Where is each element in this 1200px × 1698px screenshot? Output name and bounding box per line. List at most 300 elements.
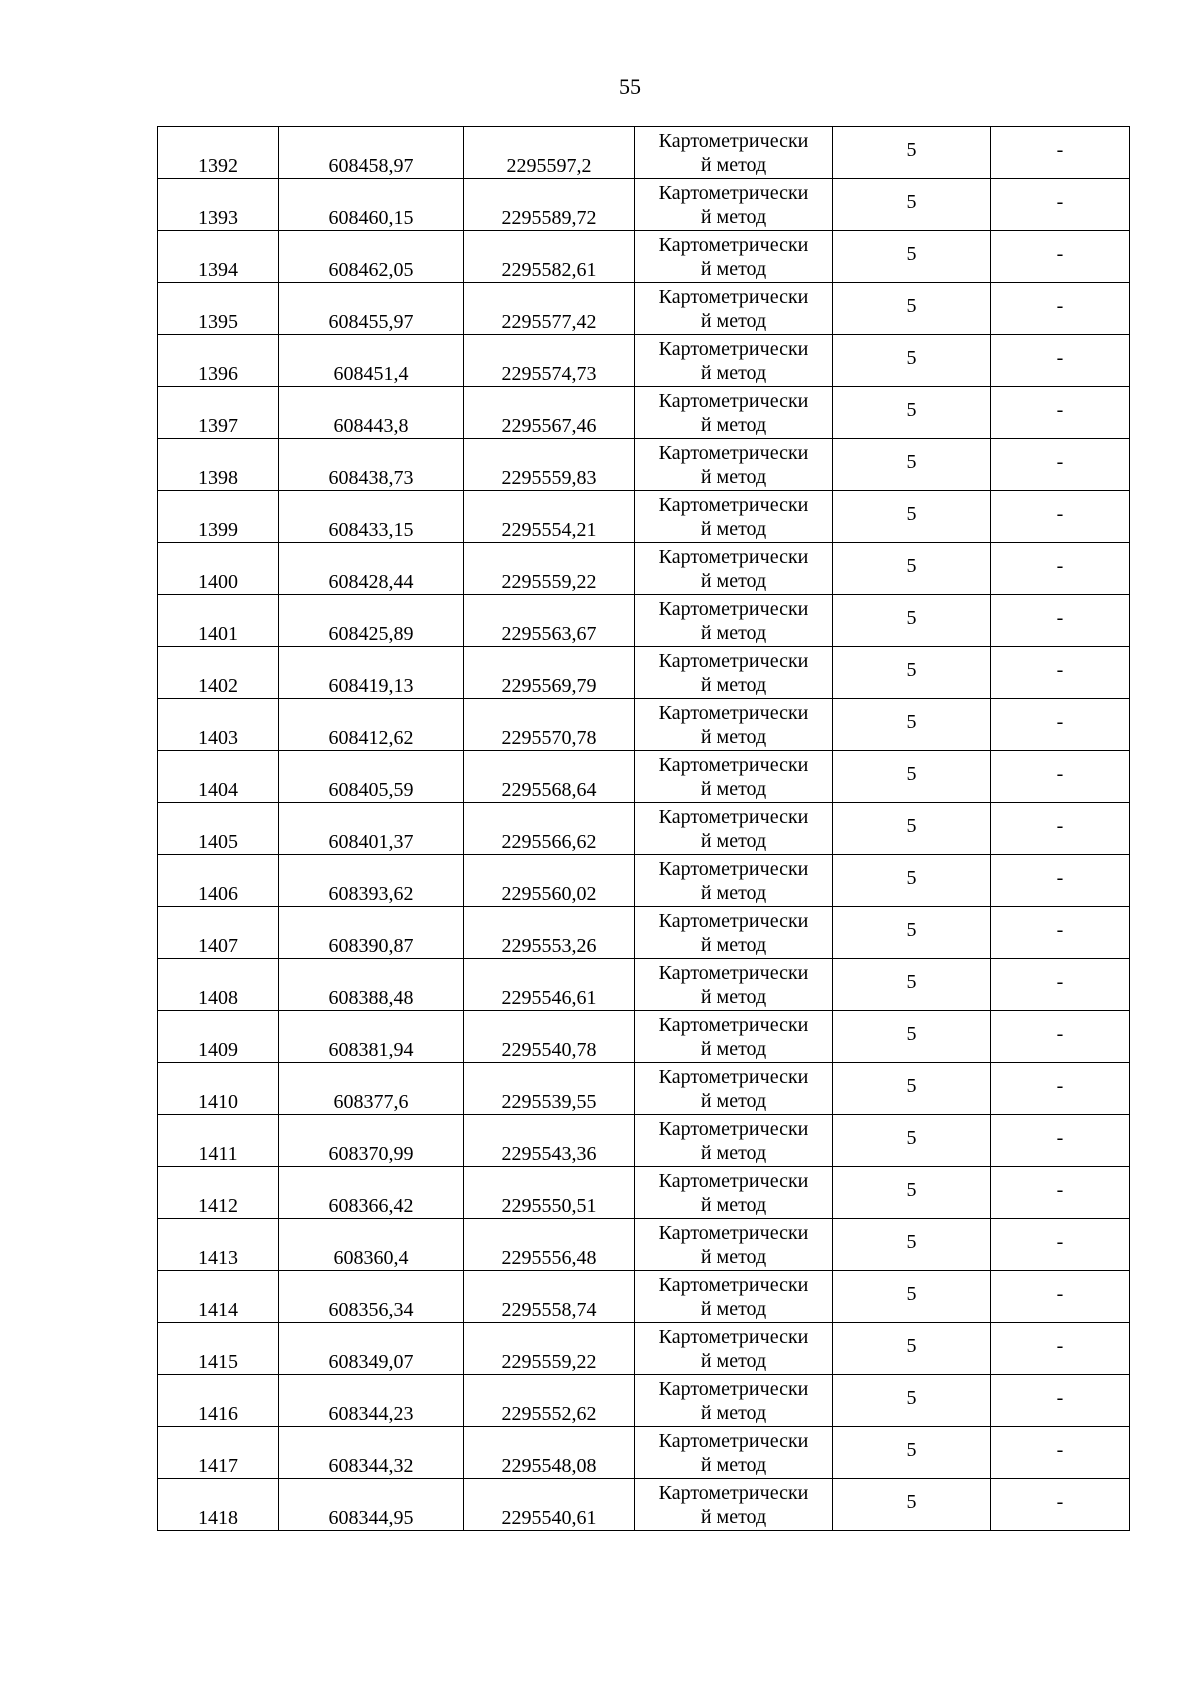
method-cell bbox=[635, 335, 833, 387]
method-text-line1: Картометрически bbox=[658, 441, 809, 464]
method-text-line1: Картометрически bbox=[658, 857, 809, 880]
method-text-line2: й метод bbox=[700, 985, 767, 1008]
point-number-cell: 1394 bbox=[158, 231, 279, 283]
accuracy-value: 5 bbox=[906, 1386, 917, 1409]
method-text-line1: Картометрически bbox=[658, 1325, 809, 1348]
method-text-line2: й метод bbox=[700, 621, 767, 644]
accuracy-value: 5 bbox=[906, 138, 917, 161]
method-text-line2: й метод bbox=[700, 881, 767, 904]
point-number-cell: 1414 bbox=[158, 1271, 279, 1323]
accuracy-cell bbox=[833, 1115, 991, 1167]
note-value: - bbox=[1056, 1074, 1064, 1097]
accuracy-value: 5 bbox=[906, 398, 917, 421]
accuracy-value: 5 bbox=[906, 866, 917, 889]
note-cell bbox=[991, 127, 1130, 179]
x-coordinate-cell: 608349,07 bbox=[279, 1323, 464, 1375]
method-text-line2: й метод bbox=[700, 933, 767, 956]
accuracy-cell bbox=[833, 647, 991, 699]
method-text-line2: й метод bbox=[700, 465, 767, 488]
y-coordinate-cell: 2295543,36 bbox=[464, 1115, 635, 1167]
accuracy-value: 5 bbox=[906, 814, 917, 837]
method-cell bbox=[635, 751, 833, 803]
point-number-cell: 1398 bbox=[158, 439, 279, 491]
y-coordinate-cell: 2295577,42 bbox=[464, 283, 635, 335]
method-cell bbox=[635, 1375, 833, 1427]
point-number-cell: 1395 bbox=[158, 283, 279, 335]
accuracy-value: 5 bbox=[906, 1126, 917, 1149]
y-coordinate-cell: 2295548,08 bbox=[464, 1427, 635, 1479]
note-cell bbox=[991, 491, 1130, 543]
x-coordinate-cell: 608425,89 bbox=[279, 595, 464, 647]
point-number-cell: 1407 bbox=[158, 907, 279, 959]
accuracy-value: 5 bbox=[906, 502, 917, 525]
note-cell bbox=[991, 1323, 1130, 1375]
method-text-line2: й метод bbox=[700, 1141, 767, 1164]
note-cell bbox=[991, 1115, 1130, 1167]
point-number-cell: 1406 bbox=[158, 855, 279, 907]
method-text-line2: й метод bbox=[700, 1089, 767, 1112]
note-value: - bbox=[1056, 1282, 1064, 1305]
y-coordinate-cell: 2295560,02 bbox=[464, 855, 635, 907]
method-text-line2: й метод bbox=[700, 1401, 767, 1424]
method-text-line1: Картометрически bbox=[658, 649, 809, 672]
method-text-line1: Картометрически bbox=[658, 909, 809, 932]
x-coordinate-cell: 608393,62 bbox=[279, 855, 464, 907]
method-text-line1: Картометрически bbox=[658, 1273, 809, 1296]
point-number-cell: 1409 bbox=[158, 1011, 279, 1063]
method-text-line2: й метод bbox=[700, 829, 767, 852]
method-text-line2: й метод bbox=[700, 1245, 767, 1268]
accuracy-value: 5 bbox=[906, 918, 917, 941]
accuracy-cell bbox=[833, 699, 991, 751]
table-row bbox=[158, 231, 1130, 283]
table-row bbox=[158, 1427, 1130, 1479]
method-cell bbox=[635, 1323, 833, 1375]
x-coordinate-cell: 608443,8 bbox=[279, 387, 464, 439]
note-value: - bbox=[1056, 554, 1064, 577]
note-cell bbox=[991, 803, 1130, 855]
method-cell bbox=[635, 595, 833, 647]
note-value: - bbox=[1056, 398, 1064, 421]
x-coordinate-cell: 608405,59 bbox=[279, 751, 464, 803]
accuracy-value: 5 bbox=[906, 1074, 917, 1097]
point-number-cell: 1404 bbox=[158, 751, 279, 803]
accuracy-cell bbox=[833, 1427, 991, 1479]
method-cell bbox=[635, 491, 833, 543]
note-cell bbox=[991, 647, 1130, 699]
method-text-line2: й метод bbox=[700, 1193, 767, 1216]
note-cell bbox=[991, 543, 1130, 595]
note-value: - bbox=[1056, 918, 1064, 941]
accuracy-cell bbox=[833, 1271, 991, 1323]
note-cell bbox=[991, 907, 1130, 959]
method-text-line1: Картометрически bbox=[658, 1221, 809, 1244]
method-text-line2: й метод bbox=[700, 673, 767, 696]
table-row bbox=[158, 1063, 1130, 1115]
note-value: - bbox=[1056, 138, 1064, 161]
method-cell bbox=[635, 1427, 833, 1479]
table-row bbox=[158, 699, 1130, 751]
y-coordinate-cell: 2295567,46 bbox=[464, 387, 635, 439]
accuracy-value: 5 bbox=[906, 450, 917, 473]
note-value: - bbox=[1056, 1386, 1064, 1409]
x-coordinate-cell: 608356,34 bbox=[279, 1271, 464, 1323]
note-value: - bbox=[1056, 190, 1064, 213]
y-coordinate-cell: 2295559,22 bbox=[464, 543, 635, 595]
method-text-line1: Картометрически bbox=[658, 493, 809, 516]
method-text-line1: Картометрически bbox=[658, 1429, 809, 1452]
note-cell bbox=[991, 387, 1130, 439]
note-cell bbox=[991, 1063, 1130, 1115]
accuracy-cell bbox=[833, 1375, 991, 1427]
method-cell bbox=[635, 1167, 833, 1219]
x-coordinate-cell: 608344,23 bbox=[279, 1375, 464, 1427]
note-cell bbox=[991, 1375, 1130, 1427]
accuracy-cell bbox=[833, 127, 991, 179]
method-cell bbox=[635, 543, 833, 595]
method-cell bbox=[635, 1115, 833, 1167]
accuracy-cell bbox=[833, 439, 991, 491]
table-row bbox=[158, 647, 1130, 699]
note-value: - bbox=[1056, 1126, 1064, 1149]
note-cell bbox=[991, 1427, 1130, 1479]
y-coordinate-cell: 2295597,2 bbox=[464, 127, 635, 179]
x-coordinate-cell: 608390,87 bbox=[279, 907, 464, 959]
accuracy-value: 5 bbox=[906, 1438, 917, 1461]
note-cell bbox=[991, 1479, 1130, 1531]
table-row bbox=[158, 543, 1130, 595]
accuracy-cell bbox=[833, 491, 991, 543]
method-cell bbox=[635, 1219, 833, 1271]
y-coordinate-cell: 2295550,51 bbox=[464, 1167, 635, 1219]
method-text-line1: Картометрически bbox=[658, 1117, 809, 1140]
method-cell bbox=[635, 127, 833, 179]
note-cell bbox=[991, 959, 1130, 1011]
y-coordinate-cell: 2295570,78 bbox=[464, 699, 635, 751]
method-text-line2: й метод bbox=[700, 777, 767, 800]
accuracy-value: 5 bbox=[906, 1022, 917, 1045]
point-number-cell: 1417 bbox=[158, 1427, 279, 1479]
table-body bbox=[158, 127, 1130, 1531]
accuracy-value: 5 bbox=[906, 710, 917, 733]
y-coordinate-cell: 2295574,73 bbox=[464, 335, 635, 387]
x-coordinate-cell: 608344,95 bbox=[279, 1479, 464, 1531]
accuracy-value: 5 bbox=[906, 1178, 917, 1201]
table-row bbox=[158, 1375, 1130, 1427]
point-number-cell: 1400 bbox=[158, 543, 279, 595]
note-cell bbox=[991, 1011, 1130, 1063]
accuracy-cell bbox=[833, 335, 991, 387]
method-text-line1: Картометрически bbox=[658, 545, 809, 568]
point-number-cell: 1418 bbox=[158, 1479, 279, 1531]
method-cell bbox=[635, 387, 833, 439]
accuracy-value: 5 bbox=[906, 1282, 917, 1305]
note-value: - bbox=[1056, 710, 1064, 733]
note-value: - bbox=[1056, 1334, 1064, 1357]
y-coordinate-cell: 2295554,21 bbox=[464, 491, 635, 543]
method-cell bbox=[635, 803, 833, 855]
accuracy-cell bbox=[833, 231, 991, 283]
y-coordinate-cell: 2295563,67 bbox=[464, 595, 635, 647]
method-cell bbox=[635, 855, 833, 907]
accuracy-cell bbox=[833, 179, 991, 231]
method-cell bbox=[635, 1271, 833, 1323]
x-coordinate-cell: 608381,94 bbox=[279, 1011, 464, 1063]
method-text-line2: й метод bbox=[700, 309, 767, 332]
table-row bbox=[158, 1271, 1130, 1323]
note-value: - bbox=[1056, 762, 1064, 785]
accuracy-value: 5 bbox=[906, 658, 917, 681]
x-coordinate-cell: 608455,97 bbox=[279, 283, 464, 335]
accuracy-cell bbox=[833, 1011, 991, 1063]
accuracy-cell bbox=[833, 1167, 991, 1219]
x-coordinate-cell: 608344,32 bbox=[279, 1427, 464, 1479]
note-cell bbox=[991, 231, 1130, 283]
table-row bbox=[158, 1479, 1130, 1531]
method-text-line2: й метод bbox=[700, 413, 767, 436]
note-cell bbox=[991, 595, 1130, 647]
method-text-line1: Картометрически bbox=[658, 1013, 809, 1036]
note-cell bbox=[991, 751, 1130, 803]
method-cell bbox=[635, 647, 833, 699]
note-value: - bbox=[1056, 1022, 1064, 1045]
method-cell bbox=[635, 283, 833, 335]
method-text-line1: Картометрически bbox=[658, 285, 809, 308]
x-coordinate-cell: 608428,44 bbox=[279, 543, 464, 595]
note-value: - bbox=[1056, 294, 1064, 317]
x-coordinate-cell: 608451,4 bbox=[279, 335, 464, 387]
table-row bbox=[158, 179, 1130, 231]
table-row bbox=[158, 1115, 1130, 1167]
method-text-line1: Картометрически bbox=[658, 233, 809, 256]
method-cell bbox=[635, 439, 833, 491]
point-number-cell: 1396 bbox=[158, 335, 279, 387]
method-text-line2: й метод bbox=[700, 1297, 767, 1320]
y-coordinate-cell: 2295553,26 bbox=[464, 907, 635, 959]
point-number-cell: 1412 bbox=[158, 1167, 279, 1219]
method-text-line2: й метод bbox=[700, 153, 767, 176]
y-coordinate-cell: 2295566,62 bbox=[464, 803, 635, 855]
note-cell bbox=[991, 1167, 1130, 1219]
note-cell bbox=[991, 699, 1130, 751]
table-row bbox=[158, 855, 1130, 907]
method-text-line1: Картометрически bbox=[658, 337, 809, 360]
method-text-line2: й метод bbox=[700, 1453, 767, 1476]
accuracy-cell bbox=[833, 1323, 991, 1375]
method-text-line1: Картометрически bbox=[658, 961, 809, 984]
accuracy-cell bbox=[833, 907, 991, 959]
note-value: - bbox=[1056, 970, 1064, 993]
method-text-line1: Картометрически bbox=[658, 1481, 809, 1504]
method-text-line2: й метод bbox=[700, 205, 767, 228]
y-coordinate-cell: 2295540,61 bbox=[464, 1479, 635, 1531]
point-number-cell: 1405 bbox=[158, 803, 279, 855]
x-coordinate-cell: 608433,15 bbox=[279, 491, 464, 543]
method-text-line2: й метод bbox=[700, 361, 767, 384]
method-text-line2: й метод bbox=[700, 517, 767, 540]
x-coordinate-cell: 608458,97 bbox=[279, 127, 464, 179]
accuracy-value: 5 bbox=[906, 190, 917, 213]
y-coordinate-cell: 2295540,78 bbox=[464, 1011, 635, 1063]
method-text-line2: й метод bbox=[700, 257, 767, 280]
x-coordinate-cell: 608366,42 bbox=[279, 1167, 464, 1219]
point-number-cell: 1401 bbox=[158, 595, 279, 647]
accuracy-cell bbox=[833, 751, 991, 803]
note-value: - bbox=[1056, 346, 1064, 369]
accuracy-value: 5 bbox=[906, 970, 917, 993]
point-number-cell: 1402 bbox=[158, 647, 279, 699]
method-text-line1: Картометрически bbox=[658, 701, 809, 724]
table-row bbox=[158, 751, 1130, 803]
method-text-line2: й метод bbox=[700, 1505, 767, 1528]
y-coordinate-cell: 2295589,72 bbox=[464, 179, 635, 231]
point-number-cell: 1415 bbox=[158, 1323, 279, 1375]
table-row bbox=[158, 803, 1130, 855]
point-number-cell: 1410 bbox=[158, 1063, 279, 1115]
y-coordinate-cell: 2295558,74 bbox=[464, 1271, 635, 1323]
accuracy-cell bbox=[833, 595, 991, 647]
note-value: - bbox=[1056, 450, 1064, 473]
accuracy-cell bbox=[833, 283, 991, 335]
method-cell bbox=[635, 1011, 833, 1063]
x-coordinate-cell: 608438,73 bbox=[279, 439, 464, 491]
accuracy-value: 5 bbox=[906, 1230, 917, 1253]
note-value: - bbox=[1056, 1490, 1064, 1513]
accuracy-value: 5 bbox=[906, 294, 917, 317]
method-text-line1: Картометрически bbox=[658, 181, 809, 204]
point-number-cell: 1392 bbox=[158, 127, 279, 179]
note-value: - bbox=[1056, 1178, 1064, 1201]
x-coordinate-cell: 608360,4 bbox=[279, 1219, 464, 1271]
note-value: - bbox=[1056, 242, 1064, 265]
table-row bbox=[158, 387, 1130, 439]
note-value: - bbox=[1056, 1230, 1064, 1253]
point-number-cell: 1413 bbox=[158, 1219, 279, 1271]
note-value: - bbox=[1056, 866, 1064, 889]
method-cell bbox=[635, 179, 833, 231]
method-text-line1: Картометрически bbox=[658, 805, 809, 828]
table-row bbox=[158, 1011, 1130, 1063]
y-coordinate-cell: 2295559,83 bbox=[464, 439, 635, 491]
table-row bbox=[158, 127, 1130, 179]
method-text-line2: й метод bbox=[700, 1037, 767, 1060]
accuracy-value: 5 bbox=[906, 1490, 917, 1513]
note-value: - bbox=[1056, 606, 1064, 629]
y-coordinate-cell: 2295539,55 bbox=[464, 1063, 635, 1115]
coordinates-table bbox=[157, 126, 1130, 1531]
accuracy-cell bbox=[833, 959, 991, 1011]
y-coordinate-cell: 2295552,62 bbox=[464, 1375, 635, 1427]
point-number-cell: 1397 bbox=[158, 387, 279, 439]
table-row bbox=[158, 907, 1130, 959]
method-text-line2: й метод bbox=[700, 725, 767, 748]
x-coordinate-cell: 608370,99 bbox=[279, 1115, 464, 1167]
point-number-cell: 1399 bbox=[158, 491, 279, 543]
accuracy-cell bbox=[833, 543, 991, 595]
method-cell bbox=[635, 231, 833, 283]
method-text-line1: Картометрически bbox=[658, 1169, 809, 1192]
table-row bbox=[158, 1323, 1130, 1375]
x-coordinate-cell: 608460,15 bbox=[279, 179, 464, 231]
y-coordinate-cell: 2295546,61 bbox=[464, 959, 635, 1011]
method-text-line1: Картометрически bbox=[658, 129, 809, 152]
method-text-line2: й метод bbox=[700, 1349, 767, 1372]
note-value: - bbox=[1056, 1438, 1064, 1461]
note-value: - bbox=[1056, 658, 1064, 681]
accuracy-value: 5 bbox=[906, 1334, 917, 1357]
point-number-cell: 1411 bbox=[158, 1115, 279, 1167]
accuracy-cell bbox=[833, 803, 991, 855]
accuracy-value: 5 bbox=[906, 242, 917, 265]
accuracy-cell bbox=[833, 855, 991, 907]
x-coordinate-cell: 608377,6 bbox=[279, 1063, 464, 1115]
method-text-line1: Картометрически bbox=[658, 389, 809, 412]
accuracy-value: 5 bbox=[906, 346, 917, 369]
y-coordinate-cell: 2295582,61 bbox=[464, 231, 635, 283]
y-coordinate-cell: 2295559,22 bbox=[464, 1323, 635, 1375]
x-coordinate-cell: 608462,05 bbox=[279, 231, 464, 283]
method-text-line1: Картометрически bbox=[658, 1377, 809, 1400]
method-cell bbox=[635, 1479, 833, 1531]
y-coordinate-cell: 2295568,64 bbox=[464, 751, 635, 803]
method-text-line1: Картометрически bbox=[658, 753, 809, 776]
table-row bbox=[158, 595, 1130, 647]
point-number-cell: 1403 bbox=[158, 699, 279, 751]
method-cell bbox=[635, 907, 833, 959]
table-row bbox=[158, 283, 1130, 335]
x-coordinate-cell: 608388,48 bbox=[279, 959, 464, 1011]
y-coordinate-cell: 2295556,48 bbox=[464, 1219, 635, 1271]
accuracy-cell bbox=[833, 1219, 991, 1271]
table-row bbox=[158, 1219, 1130, 1271]
accuracy-value: 5 bbox=[906, 554, 917, 577]
point-number-cell: 1416 bbox=[158, 1375, 279, 1427]
table-row bbox=[158, 959, 1130, 1011]
method-cell bbox=[635, 699, 833, 751]
method-text-line1: Картометрически bbox=[658, 597, 809, 620]
method-cell bbox=[635, 959, 833, 1011]
point-number-cell: 1393 bbox=[158, 179, 279, 231]
note-cell bbox=[991, 439, 1130, 491]
method-text-line2: й метод bbox=[700, 569, 767, 592]
method-cell bbox=[635, 1063, 833, 1115]
note-cell bbox=[991, 335, 1130, 387]
accuracy-cell bbox=[833, 1479, 991, 1531]
note-cell bbox=[991, 283, 1130, 335]
note-cell bbox=[991, 1219, 1130, 1271]
accuracy-cell bbox=[833, 1063, 991, 1115]
table-row bbox=[158, 491, 1130, 543]
method-text-line1: Картометрически bbox=[658, 1065, 809, 1088]
y-coordinate-cell: 2295569,79 bbox=[464, 647, 635, 699]
note-cell bbox=[991, 1271, 1130, 1323]
page-number: 55 bbox=[619, 74, 641, 99]
note-cell bbox=[991, 179, 1130, 231]
table-row bbox=[158, 335, 1130, 387]
point-number-cell: 1408 bbox=[158, 959, 279, 1011]
accuracy-value: 5 bbox=[906, 762, 917, 785]
accuracy-value: 5 bbox=[906, 606, 917, 629]
table-row bbox=[158, 1167, 1130, 1219]
x-coordinate-cell: 608401,37 bbox=[279, 803, 464, 855]
note-value: - bbox=[1056, 502, 1064, 525]
note-cell bbox=[991, 855, 1130, 907]
x-coordinate-cell: 608419,13 bbox=[279, 647, 464, 699]
x-coordinate-cell: 608412,62 bbox=[279, 699, 464, 751]
accuracy-cell bbox=[833, 387, 991, 439]
table-row bbox=[158, 439, 1130, 491]
note-value: - bbox=[1056, 814, 1064, 837]
